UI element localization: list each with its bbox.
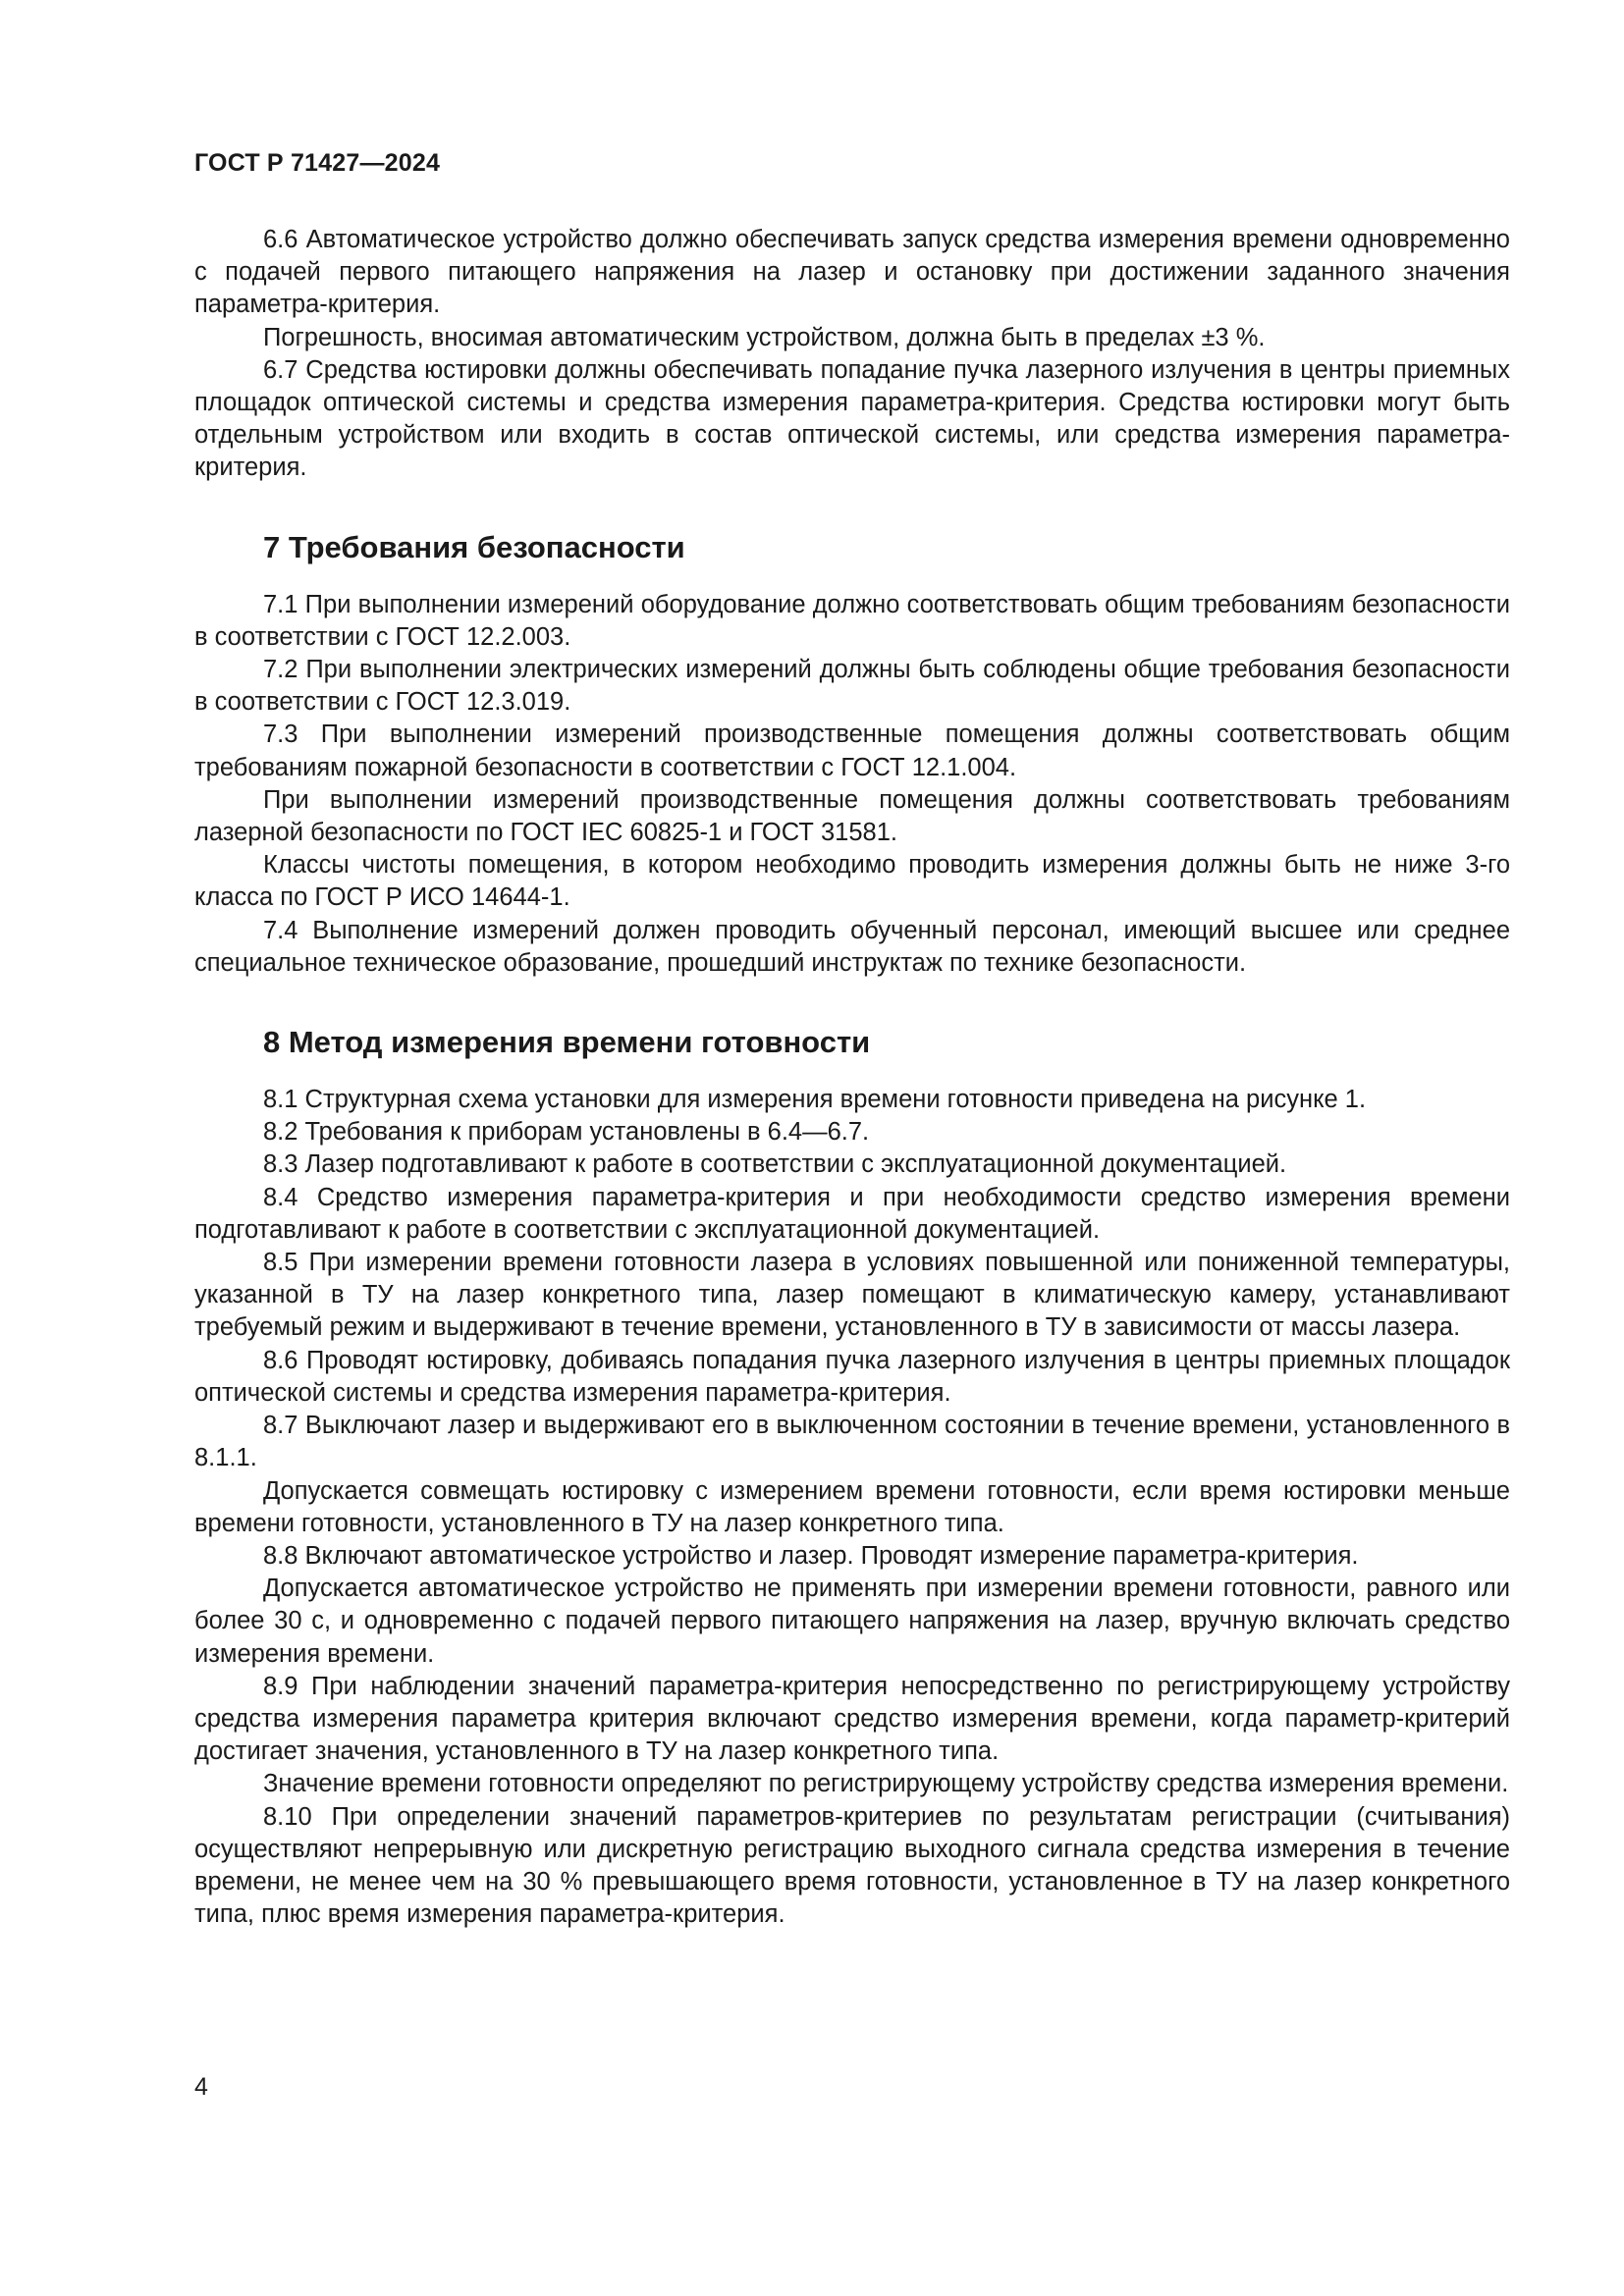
paragraph-8-4: 8.4 Средство измерения параметра-критерия и при необходимости средство измерения времени подготавливают к работе в соответствии с эксплуатационной документацией. bbox=[194, 1183, 1510, 1244]
paragraph-6-6-error: Погрешность, вносимая автоматическим устройством, должна быть в пределах ±3 %. bbox=[263, 323, 1266, 351]
paragraph-8-7: 8.7 Выключают лазер и выдерживают его в выключенном состоянии в течение времени, установленного в 8.1.1. bbox=[194, 1412, 1510, 1472]
paragraph-8-5: 8.5 При измерении времени готовности лазера в условиях повышенной или пониженной температуры, указанной в ТУ на лазер конкретного типа, лазер помещают в климатическую камеру, устанавливают требуемый режим и выдерживают в течение времени, установленного в ТУ в зависимости от массы лазера. bbox=[194, 1249, 1510, 1342]
paragraph-8-3: 8.3 Лазер подготавливают к работе в соответствии с эксплуатационной документацией. bbox=[263, 1150, 1287, 1179]
paragraph-8-10: 8.10 При определении значений параметров-критериев по результатам регистрации (считывания) осуществляют непрерывную или дискретную регистрацию выходного сигнала средства измерения в течение времени, не менее чем на 30 % превышающего время готовности, установленное в ТУ на лазер конкретного типа, плюс время измерения параметра-критерия. bbox=[194, 1802, 1510, 1929]
paragraph-6-7: 6.7 Средства юстировки должны обеспечивать попадание пучка лазерного излучения в центры приемных площадок оптической системы и средства измерения параметра-критерия. Средства юстировки могут быть отдельным устройством или входить в состав оптической системы, или средства измерения параметра-критерия. bbox=[194, 355, 1510, 482]
paragraph-7-1: 7.1 При выполнении измерений оборудование должно соответствовать общим требованиям безопасности в соответствии с ГОСТ 12.2.003. bbox=[194, 590, 1510, 651]
paragraph-7-2: 7.2 При выполнении электрических измерений должны быть соблюдены общие требования безопасности в соответствии с ГОСТ 12.3.019. bbox=[194, 656, 1510, 717]
paragraph-8-7-note: Допускается совмещать юстировку с измерением времени готовности, если время юстировки меньше времени готовности, установленного в ТУ на лазер конкретного типа. bbox=[194, 1476, 1510, 1537]
section-8-heading: 8 Метод измерения времени готовности bbox=[263, 1025, 871, 1060]
paragraph-8-9: 8.9 При наблюдении значений параметра-критерия непосредственно по регистрирующему устройству средства измерения параметра критерия включают средство измерения времени, когда параметр-критерий достигает значения, установленного в ТУ на лазер конкретного типа. bbox=[194, 1672, 1510, 1766]
paragraph-7-4: 7.4 Выполнение измерений должен проводить обученный персонал, имеющий высшее или среднее специальное техническое образование, прошедший инструктаж по технике безопасности. bbox=[194, 916, 1510, 977]
paragraph-8-9-note: Значение времени готовности определяют по регистрирующему устройству средства измерения времени. bbox=[263, 1770, 1509, 1798]
paragraph-8-1: 8.1 Структурная схема установки для измерения времени готовности приведена на рисунке 1. bbox=[263, 1086, 1367, 1114]
paragraph-6-6: 6.6 Автоматическое устройство должно обеспечивать запуск средства измерения времени одновременно с подачей первого питающего напряжения на лазер и остановку при достижении заданного значения параметра-критерия. bbox=[194, 226, 1510, 319]
paragraph-7-3: 7.3 При выполнении измерений производственные помещения должны соответствовать общим требованиям пожарной безопасности в соответствии с ГОСТ 12.1.004. bbox=[194, 721, 1510, 781]
document-header-id: ГОСТ Р 71427—2024 bbox=[194, 149, 441, 177]
document-body bbox=[194, 224, 1510, 1931]
paragraph-7-3-cleanliness: Классы чистоты помещения, в котором необходимо проводить измерения должны быть не ниже 3-го класса по ГОСТ Р ИСО 14644-1. bbox=[194, 851, 1510, 912]
paragraph-8-2: 8.2 Требования к приборам установлены в 6.4—6.7. bbox=[263, 1118, 870, 1147]
page-number: 4 bbox=[194, 2073, 208, 2101]
section-7-heading: 7 Требования безопасности bbox=[263, 529, 685, 564]
paragraph-8-8: 8.8 Включают автоматическое устройство и лазер. Проводят измерение параметра-критерия. bbox=[263, 1541, 1359, 1570]
paragraph-7-3-laser: При выполнении измерений производственные помещения должны соответствовать требованиям лазерной безопасности по ГОСТ IEC 60825-1 и ГОСТ 31581. bbox=[194, 785, 1510, 847]
paragraph-8-8-note: Допускается автоматическое устройство не применять при измерении времени готовности, равного или более 30 с, и одновременно с подачей первого питающего напряжения на лазер, вручную включать средство измерения времени. bbox=[194, 1575, 1510, 1668]
paragraph-8-6: 8.6 Проводят юстировку, добиваясь попадания пучка лазерного излучения в центры приемных площадок оптической системы и средства измерения параметра-критерия. bbox=[194, 1346, 1510, 1407]
